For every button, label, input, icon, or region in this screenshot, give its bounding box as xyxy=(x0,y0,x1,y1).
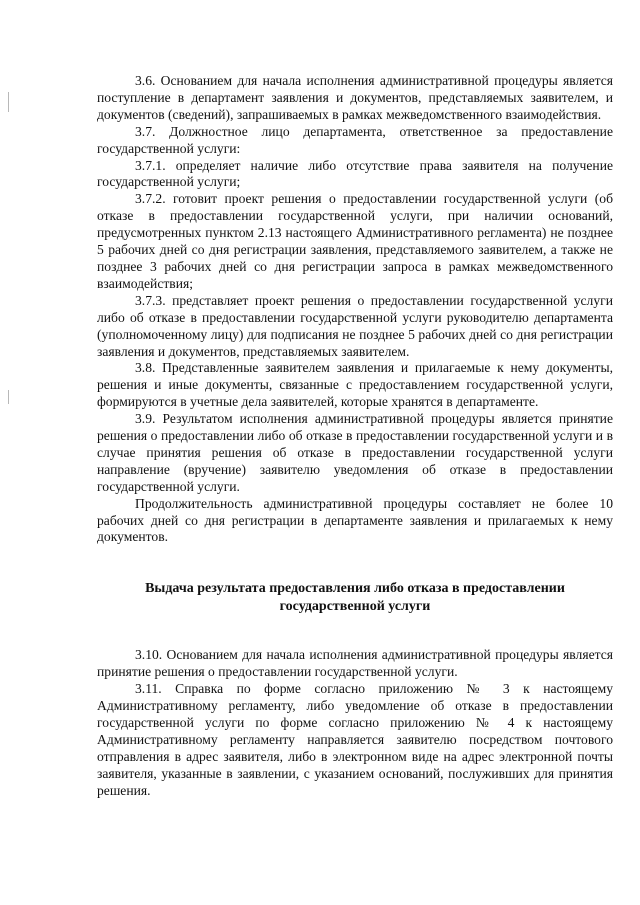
section-heading: Выдача результата предоставления либо отказа в предоставлении государственной услуги xyxy=(145,581,565,614)
paragraph-3-7-2: 3.7.2. готовит проект решения о предоставлении государственной услуги (об отказе в предоставлении государственной услуги, при наличии оснований, предусмотренных пунктом 2.13 настоящего Административного регламента) не позднее 5 рабочих дней со дня регистрации заявления, представляемого заявителем, а также не позднее 3 рабочих дней со дня регистрации запроса в рамках межведомственного взаимодействия; xyxy=(97,191,613,291)
paragraph-3-7-3: 3.7.3. представляет проект решения о предоставлении государственной услуги либо об отказе в предоставлении государственной услуги руководителю департамента (уполномоченному лицу) для подписания не позднее 5 рабочих дней со дня регистрации заявления и документов, представляемых заявителем. xyxy=(97,292,613,359)
paragraph-3-6: 3.6. Основанием для начала исполнения административной процедуры является поступление в департамент заявления и документов, представляемых заявителем, и документов (сведений), запрашиваемых в рамках межведомственного взаимодействия. xyxy=(97,73,613,122)
paragraph-duration: Продолжительность административной процедуры составляет не более 10 рабочих дней со дня регистрации в департаменте заявления и прилагаемых к нему документов. xyxy=(97,495,613,545)
scan-edge-mark xyxy=(8,92,9,112)
paragraph-3-10: 3.10. Основанием для начала исполнения административной процедуры является принятие решения о предоставлении государственной услуги. xyxy=(97,647,613,680)
paragraph-3-9: 3.9. Результатом исполнения административной процедуры является принятие решения о предоставлении либо об отказе в предоставлении государственной услуги и в случае принятия решения об отказе в предоставлении государственной услуги направление (вручение) заявителю уведомления об отказе в предоставлении государственной услуги. xyxy=(97,411,613,494)
paragraph-3-7: 3.7. Должностное лицо департамента, ответственное за предоставление государственной услуги: xyxy=(97,123,613,156)
document-body xyxy=(97,73,613,800)
paragraph-3-8: 3.8. Представленные заявителем заявления и прилагаемые к нему документы, решения и иные документы, связанные с предоставлением государственной услуги, формируются в учетные дела заявителей, которые хранятся в департаменте. xyxy=(97,360,613,410)
paragraph-3-11: 3.11. Справка по форме согласно приложению № 3 к настоящему Административному регламенту, либо уведомление об отказе в предоставлении государственной услуги по форме согласно приложению № 4 к настоящему Административному регламенту направляется заявителю посредством почтового отправления в адрес заявителя, либо в электронном виде на адрес электронной почты заявителя, указанные в заявлении, с указанием оснований, послуживших для принятия решения. xyxy=(97,681,613,798)
scan-edge-mark xyxy=(8,390,9,404)
paragraph-3-7-1: 3.7.1. определяет наличие либо отсутствие права заявителя на получение государственной услуги; xyxy=(97,157,613,190)
